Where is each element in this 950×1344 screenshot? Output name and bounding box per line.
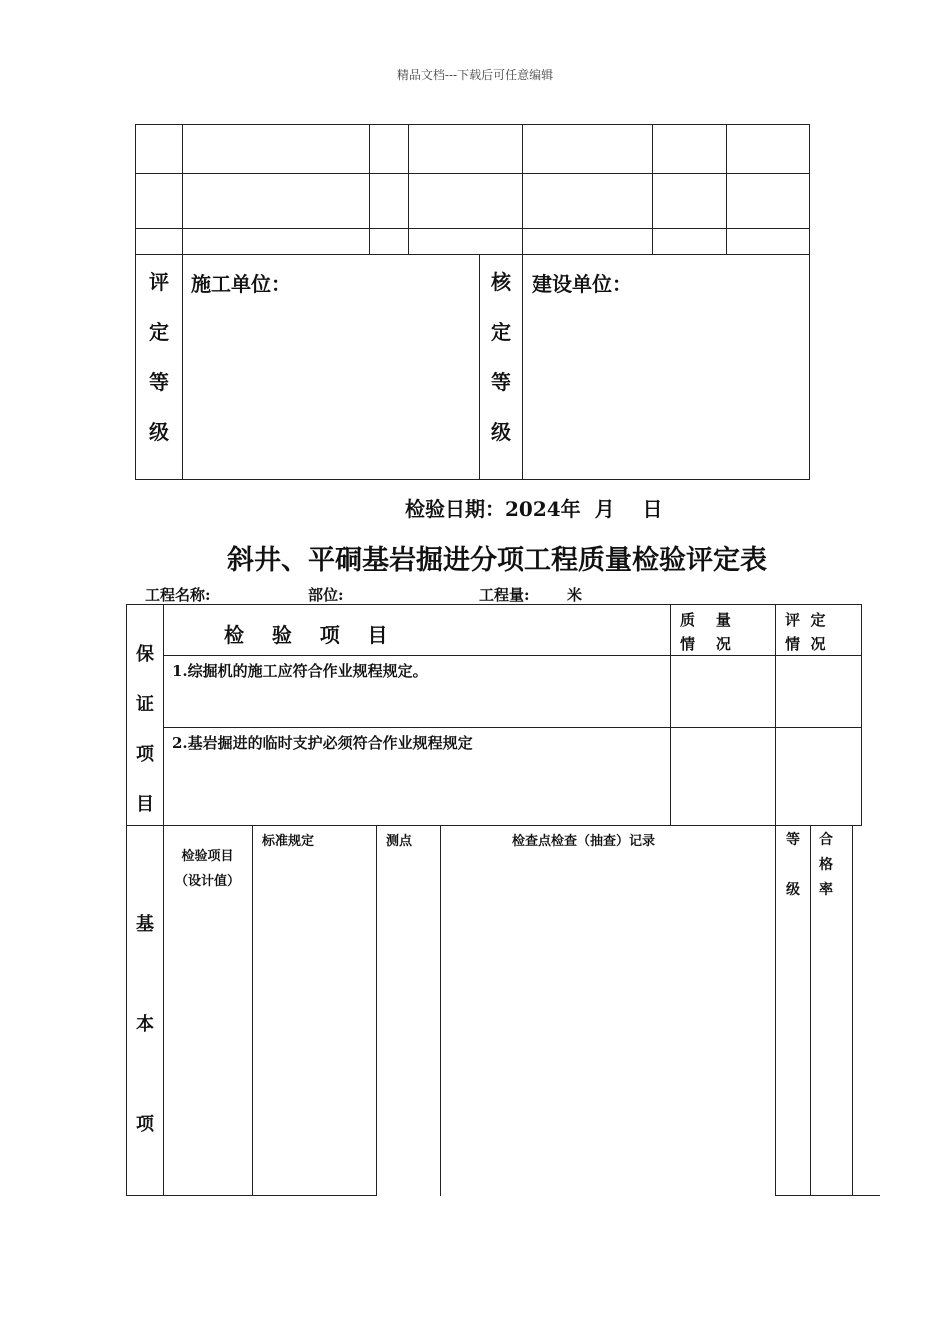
verify-grade-char: 核	[491, 270, 511, 294]
column-grade	[776, 829, 810, 904]
rating-header-line: 情 况	[785, 635, 826, 653]
rating-header-line: 评 定	[785, 611, 826, 629]
verify-grade-vertical-label	[480, 266, 522, 466]
verify-grade-char: 级	[491, 420, 511, 444]
page-header-watermark: 精品文档---下载后可任意编辑	[396, 68, 554, 82]
quantity-label: 工程量:	[479, 586, 530, 604]
grade-char: 定	[149, 320, 169, 344]
builder-unit-label: 建设单位：	[532, 272, 632, 296]
guarantee-item-text: 2.基岩掘进的临时支护必须符合作业规程规定	[172, 734, 473, 752]
column-rate-char: 合	[819, 832, 833, 848]
column-inspection-item-line: 检验项目	[181, 849, 234, 864]
grade-char: 评	[149, 270, 169, 294]
column-grade-char: 级	[786, 882, 800, 898]
column-inspection-item	[163, 844, 252, 894]
column-pass-rate	[811, 829, 841, 904]
column-measure-point: 测点	[386, 834, 413, 849]
project-name-label: 工程名称:	[145, 586, 211, 604]
inspection-items-header: 检 验 项 目	[224, 623, 388, 647]
column-standard: 标准规定	[262, 834, 315, 849]
column-check-record: 检查点检查（抽查）记录	[512, 834, 656, 849]
guarantee-item-text: 1.综掘机的施工应符合作业规程规定。	[172, 662, 428, 680]
column-inspection-item-line: （设计值）	[174, 874, 240, 889]
grade-char: 级	[149, 420, 169, 444]
column-rate-char: 格	[819, 857, 833, 873]
basic-char: 项	[136, 1114, 154, 1135]
rating-status-header	[785, 608, 825, 656]
inspection-date: 检验日期：2024年 月 日	[405, 497, 663, 521]
location-label: 部位:	[308, 586, 344, 604]
column-rate-char: 率	[819, 882, 833, 898]
grade-char: 等	[149, 370, 169, 394]
guarantee-char: 项	[136, 744, 154, 765]
basic-vertical-label	[127, 910, 163, 1210]
verify-grade-char: 定	[491, 320, 511, 344]
grade-vertical-label	[136, 266, 182, 466]
basic-char: 基	[136, 914, 154, 935]
basic-char: 本	[136, 1014, 154, 1035]
guarantee-char: 保	[136, 644, 154, 665]
guarantee-vertical-label	[127, 640, 163, 840]
column-grade-char: 等	[786, 832, 800, 848]
guarantee-char: 目	[136, 794, 154, 815]
quantity-unit: 米	[567, 586, 583, 604]
guarantee-char: 证	[136, 694, 154, 715]
verify-grade-char: 等	[491, 370, 511, 394]
quality-status-header	[680, 608, 731, 656]
quality-header-line: 情 况	[680, 635, 731, 653]
construction-unit-label: 施工单位：	[191, 272, 291, 296]
quality-header-line: 质 量	[680, 611, 731, 629]
form-title: 斜井、平硐基岩掘进分项工程质量检验评定表	[227, 545, 767, 576]
